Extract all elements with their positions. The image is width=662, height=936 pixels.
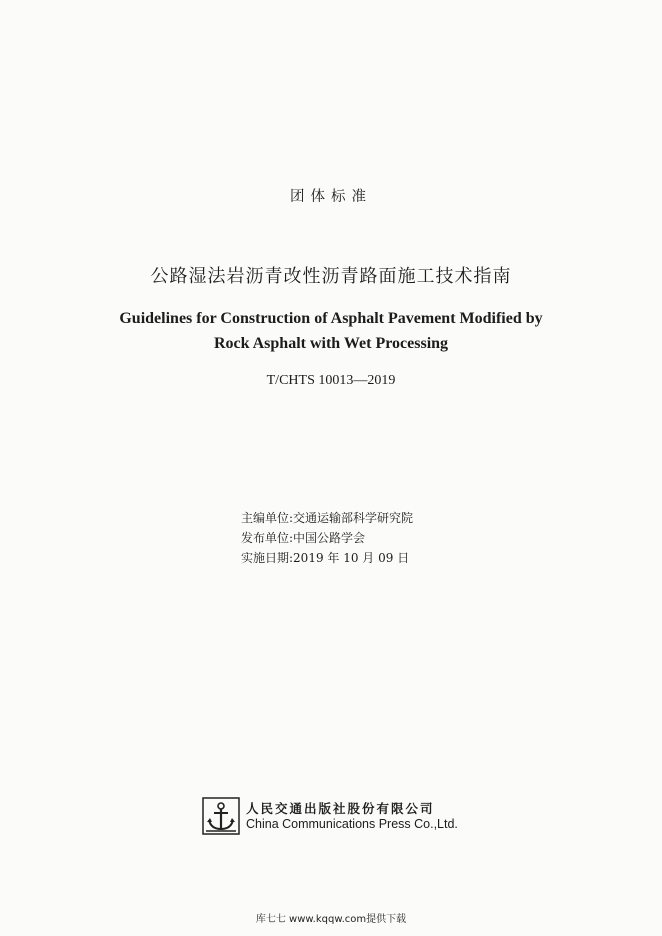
title-english	[0, 306, 662, 356]
title-english-line-1: Guidelines for Construction of Asphalt Pavement Modified by	[119, 310, 543, 327]
title-chinese: 公路湿法岩沥青改性沥青路面施工技术指南	[150, 266, 512, 287]
info-block	[241, 508, 413, 568]
download-footer: 库七七 www.kqqw.com提供下载	[255, 914, 407, 925]
publisher-block	[202, 797, 482, 837]
editor-unit: 主编单位:交通运输部科学研究院	[241, 511, 414, 525]
anchor-logo-icon	[202, 797, 240, 835]
publisher-name-chinese: 人民交通出版社股份有限公司	[246, 801, 435, 816]
document-category: 团体标准	[290, 189, 372, 205]
effective-date: 实施日期:2019 年 10 月 09 日	[241, 551, 410, 565]
publisher-name-english: China Communications Press Co.,Ltd.	[246, 817, 458, 831]
issuing-unit: 发布单位:中国公路学会	[241, 531, 366, 545]
title-english-line-2: Rock Asphalt with Wet Processing	[213, 335, 449, 352]
standard-code: T/CHTS 10013—2019	[266, 373, 396, 388]
